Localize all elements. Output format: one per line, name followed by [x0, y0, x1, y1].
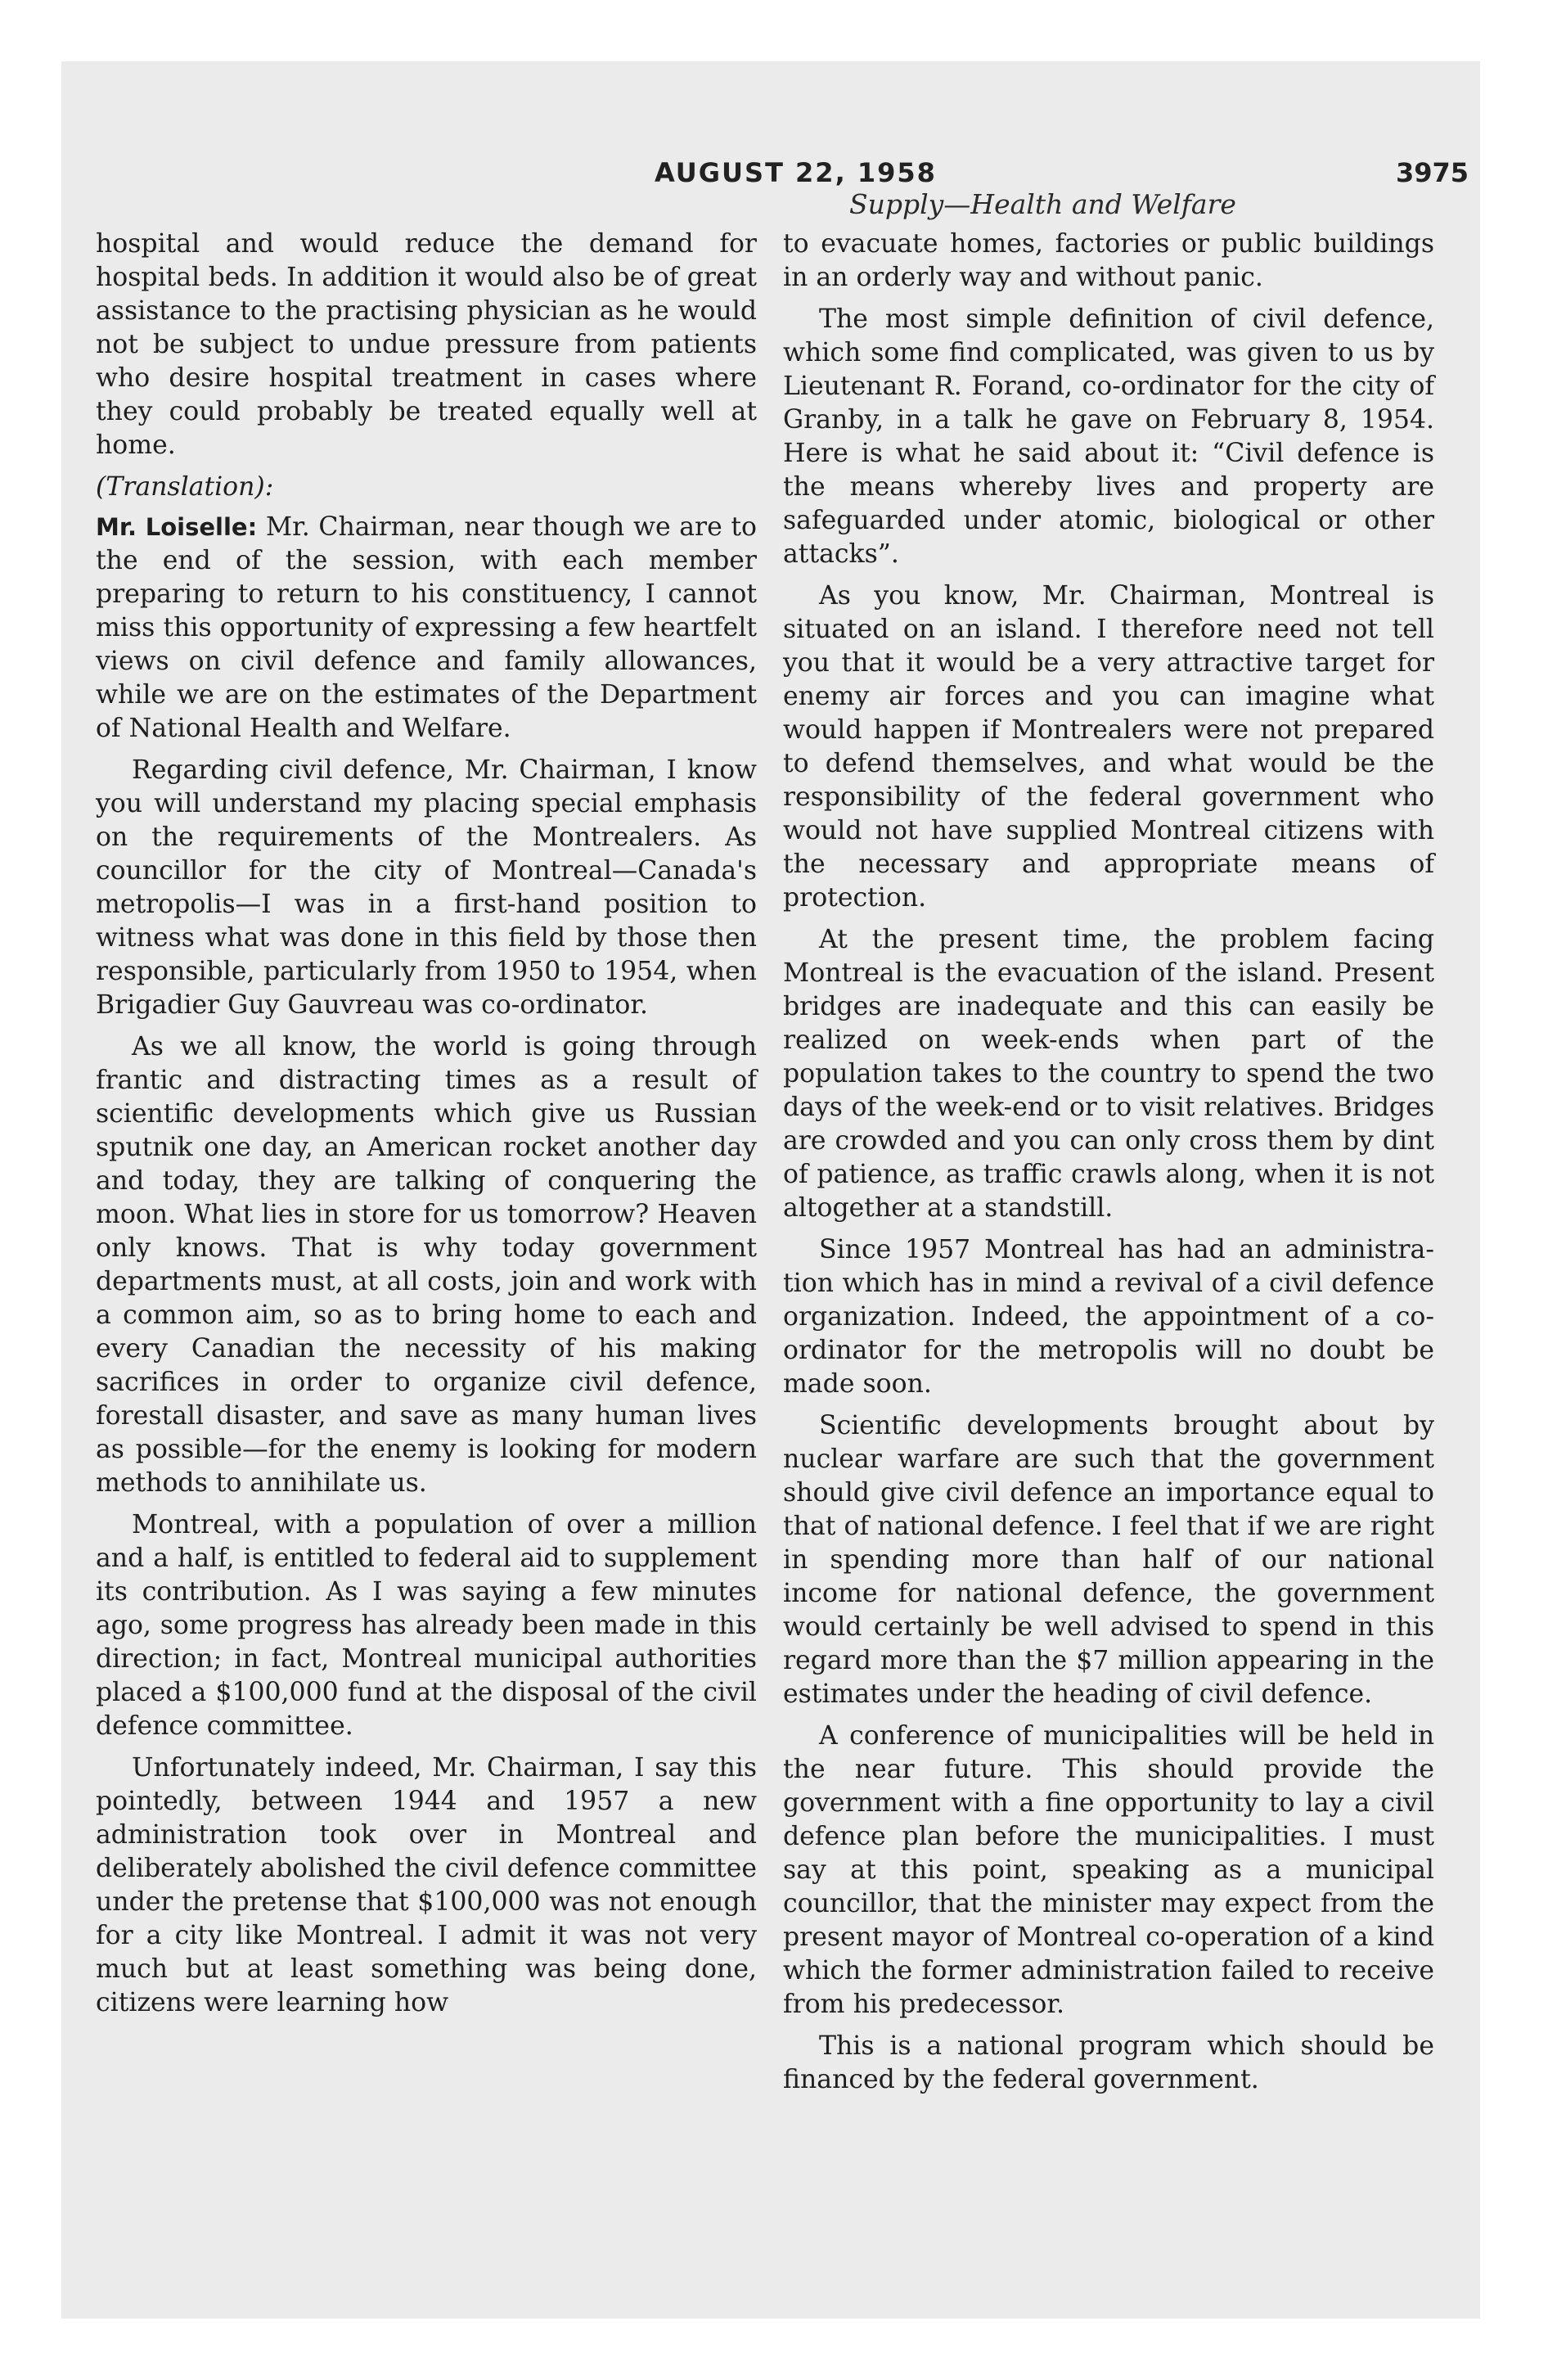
left-column: [96, 228, 757, 2028]
paragraph: to evacuate homes, factories or public buildings in an orderly way and without panic.: [783, 229, 1434, 292]
paragraph: Unfortunately indeed, Mr. Chairman, I say this pointedly, between 1944 and 1957 a new administration took over in Montreal and deliberately abolished the civil defence committee under the pretense that $100,000 was not enough for a city like Montreal. I admit it was not very much but at least something was being done, citizens were learning how: [96, 1753, 757, 2017]
paragraph: Since 1957 Montreal has had an administration which has in mind a revival of a civil defence organization. Indeed, the appointment of a co-ordinator for the metropolis will no doubt be made soon.: [783, 1235, 1434, 1399]
paragraph: The most simple definition of civil defence, which some find complicated, was given to us by Lieutenant R. Forand, co-ordinator for the city of Granby, in a talk he gave on February 8, 1954. Here is what he said about it: “Civil defence is the means whereby lives and property are safeguarded under atomic, biological or other attacks”.: [783, 304, 1434, 569]
paragraph: As we all know, the world is going through frantic and distracting times as a result of scientific developments which give us Russian sputnik one day, an American rocket another day and today, they are talking of conquering the moon. What lies in store for us tomorrow? Heaven only knows. That is why today government departments must, at all costs, join and work with a common aim, so as to bring home to each and every Canadian the necessity of his making sacrifices in order to organize civil defence, forestall disaster, and save as many human lives as possible—for the enemy is looking for modern methods to annihilate us.: [96, 1032, 757, 1498]
section-subject: Supply—Health and Welfare: [849, 188, 1236, 220]
paragraph: This is a national program which should be financed by the federal government.: [783, 2031, 1434, 2094]
paragraph: A conference of municipalities will be held in the near future. This should provide the government with a fine opportunity to lay a civil defence plan before the municipalities. I must say at this point, speaking as a municipal councillor, that the minister may expect from the present mayor of Montreal co-operation of a kind which the former administration failed to receive from his predecessor.: [783, 1721, 1434, 2019]
speech-paragraph: [96, 511, 757, 746]
paragraph: At the present time, the problem facing Montreal is the evacuation of the island. Present bridges are inadequate and this can easily be realized on week-ends when part of the population takes to the country to spend the two days of the week-end or to visit relatives. Bridges are crowded and you can only cross them by dint of patience, as traffic crawls along, when it is not altogether at a standstill.: [783, 925, 1434, 1223]
paragraph: Scientific developments brought about by nuclear warfare are such that the government should give civil defence an importance equal to that of national defence. I feel that if we are right in spending more than half of our national income for national defence, the government would certainly be well advised to spend in this regard more than the $7 million appearing in the estimates under the heading of civil defence.: [783, 1411, 1434, 1709]
speaker-name: Mr. Loiselle:: [96, 513, 258, 541]
speech-text: Mr. Chairman, near though we are to the end of the session, with each member preparing to return to his constituency, I cannot miss this opportunity of expressing a few heartfelt views on civil defence and family allowances, while we are on the estimates of the Department of National Health and Welfare.: [96, 512, 757, 743]
paragraph: Montreal, with a population of over a million and a half, is entitled to federal aid to supplement its contribution. As I was saying a few minutes ago, some progress has already been made in this direction; in fact, Montreal municipal authorities placed a $100,000 fund at the disposal of the civil defence committee.: [96, 1510, 757, 1741]
page-date-header: AUGUST 22, 1958: [655, 157, 937, 188]
translation-label: (Translation):: [96, 472, 274, 502]
paragraph: As you know, Mr. Chairman, Montreal is situated on an island. I therefore need not tell you that it would be a very attractive target for enemy air forces and you can imagine what would happen if Montrealers were not prepared to defend themselves, and what would be the responsibility of the federal government who would not have supplied Montreal citizens with the necessary and appropriate means of protection.: [783, 581, 1434, 913]
right-column: [783, 228, 1434, 2105]
paragraph: hospital and would reduce the demand for hospital beds. In addition it would also be of great assistance to the practising physician as he would not be subject to undue pressure from patients who desire hospital treatment in cases where they could probably be treated equally well at home.: [96, 229, 757, 460]
paragraph: Regarding civil defence, Mr. Chairman, I know you will understand my placing special emphasis on the requirements of the Montrealers. As councillor for the city of Montreal—Canada's metropolis—I was in a first-hand position to witness what was done in this field by those then responsible, particularly from 1950 to 1954, when Brigadier Guy Gauvreau was co-ordinator.: [96, 755, 757, 1020]
page-number: 3975: [1396, 157, 1469, 188]
